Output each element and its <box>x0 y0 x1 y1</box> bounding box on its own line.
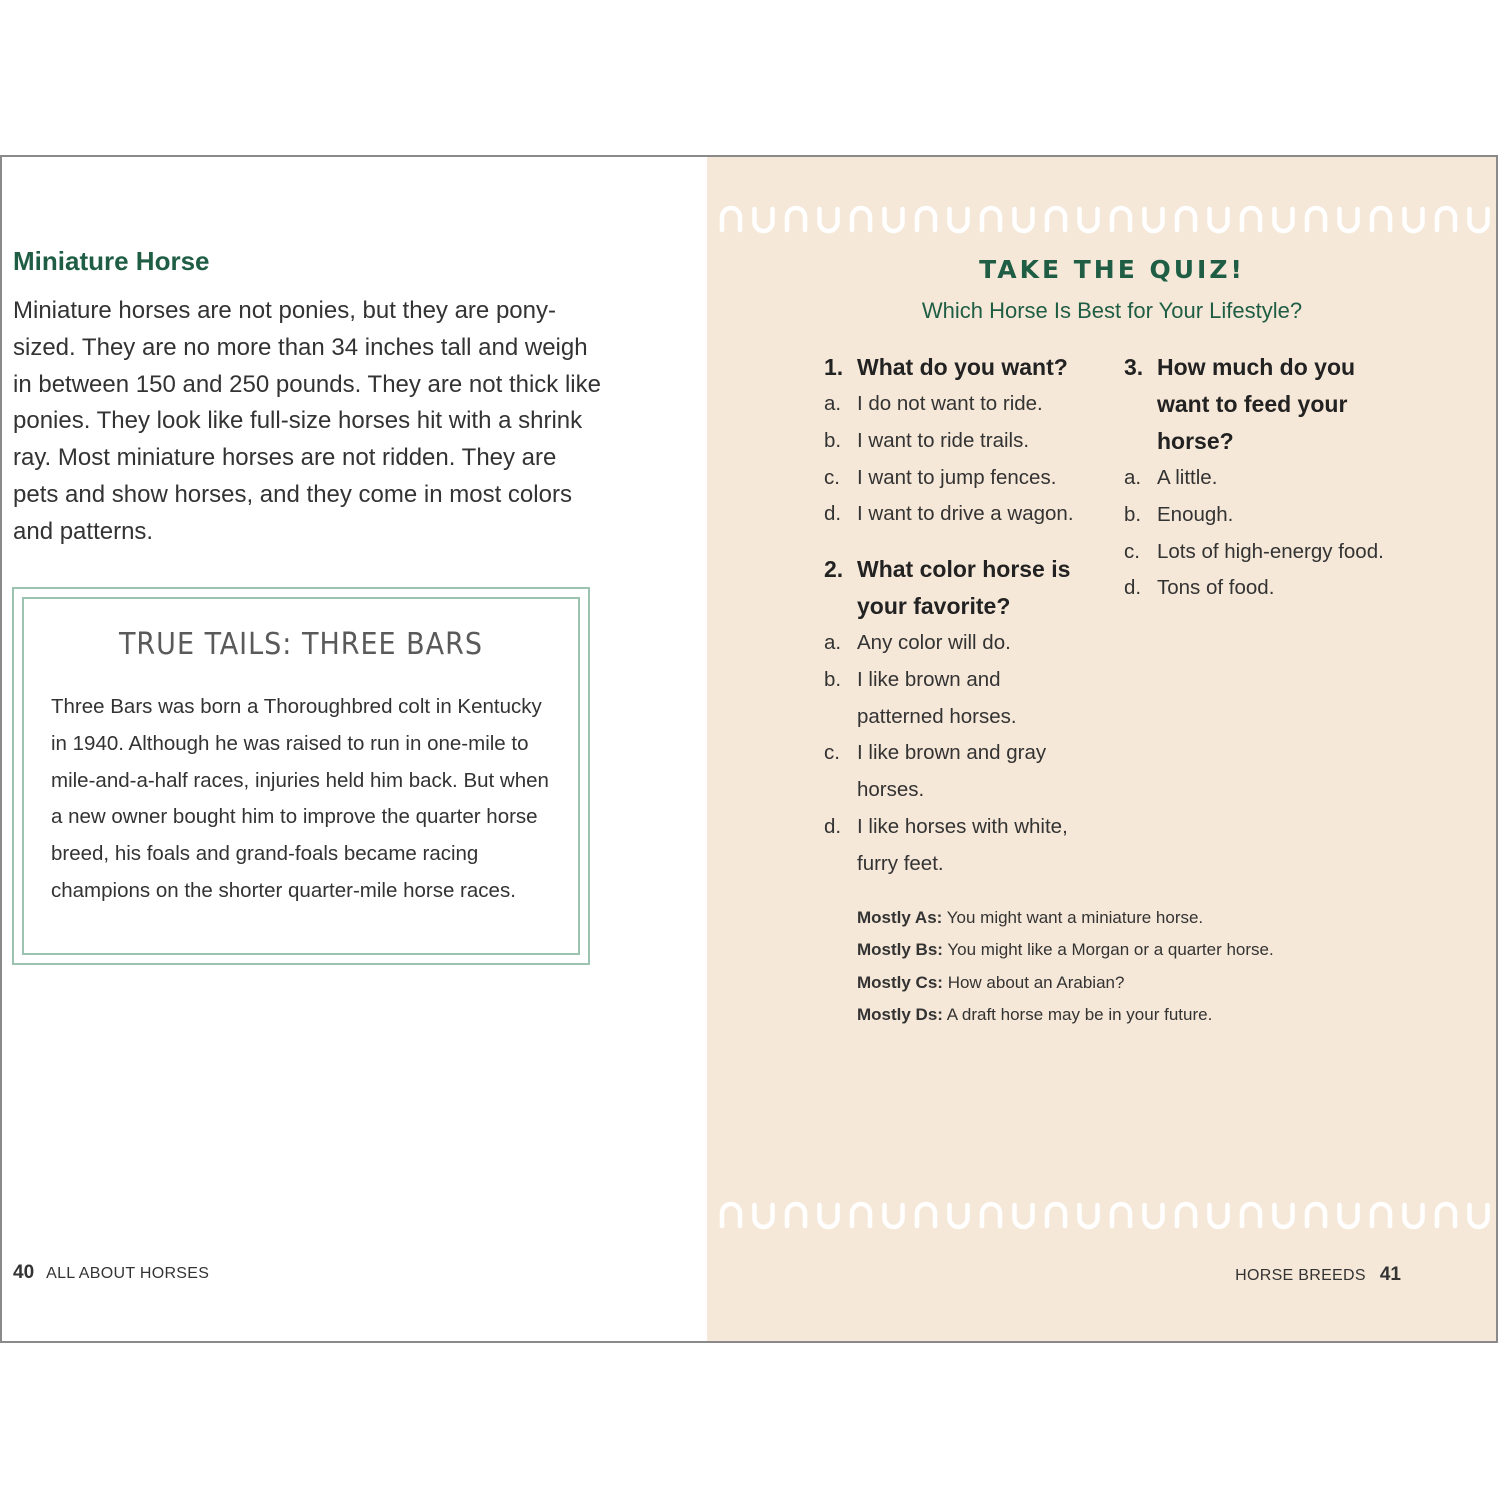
question-heading <box>1124 349 1364 460</box>
question-text: What color horse is your favorite? <box>857 556 1071 619</box>
folio-left <box>13 1262 209 1284</box>
result-label: Mostly Cs: <box>857 972 943 992</box>
page-number: 40 <box>13 1262 35 1283</box>
horseshoe-icon <box>820 1205 838 1227</box>
result-line <box>857 902 1274 934</box>
quiz-question-3 <box>1124 349 1384 607</box>
left-page <box>2 157 707 1341</box>
horseshoe-icon <box>852 1204 870 1226</box>
quiz-question-1 <box>824 349 1104 533</box>
quiz-option <box>1124 460 1364 497</box>
right-page <box>707 157 1496 1341</box>
option-text: I want to drive a wagon. <box>857 502 1074 526</box>
quiz-title: TAKE THE QUIZ! <box>979 255 1245 284</box>
result-label: Mostly Ds: <box>857 1005 943 1025</box>
horseshoe-icon <box>787 208 805 230</box>
question-text: What do you want? <box>857 354 1068 380</box>
result-label: Mostly Bs: <box>857 940 943 960</box>
option-letter: b. <box>824 428 842 452</box>
question-heading <box>824 349 1104 386</box>
horseshoe-icon <box>885 209 903 231</box>
result-text: A draft horse may be in your future. <box>946 1005 1213 1025</box>
quiz-option <box>824 809 1086 883</box>
option-text: I like brown and patterned horses. <box>857 667 1017 728</box>
quiz-option <box>1124 534 1457 571</box>
quiz-option <box>1124 497 1364 534</box>
horseshoe-icon <box>1242 1204 1260 1226</box>
result-line <box>857 967 1274 999</box>
horseshoe-icon <box>1112 208 1130 230</box>
horseshoe-icon <box>1080 1205 1098 1227</box>
result-line <box>857 934 1274 966</box>
option-letter: b. <box>824 667 842 691</box>
horseshoe-icon <box>1275 209 1293 231</box>
horseshoe-icon <box>1015 209 1033 231</box>
horseshoe-icon <box>722 1204 740 1226</box>
result-text: You might like a Morgan or a quarter horse. <box>947 940 1274 960</box>
quiz-option <box>1124 570 1364 607</box>
horseshoe-icon <box>1275 1205 1293 1227</box>
horseshoe-icon <box>1015 1205 1033 1227</box>
quiz-option <box>824 460 1104 497</box>
horseshoe-icon <box>1177 208 1195 230</box>
option-letter: a. <box>824 392 842 415</box>
option-text: A little. <box>1157 466 1218 489</box>
horseshoe-icon <box>1047 208 1065 230</box>
horseshoe-icon <box>1080 209 1098 231</box>
result-text: You might want a miniature horse. <box>946 908 1204 927</box>
horseshoe-icon <box>787 1204 805 1226</box>
result-label: Mostly As: <box>857 908 943 927</box>
horseshoe-icon <box>1307 1204 1325 1226</box>
horseshoe-icon <box>1242 208 1260 230</box>
horseshoe-icon <box>1340 1205 1358 1227</box>
horseshoe-icon <box>1307 208 1325 230</box>
horseshoe-icon <box>982 1204 1000 1226</box>
option-letter: c. <box>824 465 840 489</box>
horseshoe-icon-row <box>715 205 1496 235</box>
option-letter: d. <box>824 814 842 838</box>
section-body: Miniature horses are not ponies, but they are pony-sized. They are no more than 34 inches tall and weigh in between 150 and 250 pounds. They are not thick like ponies. They look like full-size horses hit with a shrink ray. Most miniature horses are not ridden. They are pets and show horses, and they come in most colors and patterns. <box>13 297 601 545</box>
horseshoe-icon <box>1145 209 1163 231</box>
horseshoe-icon <box>1437 1204 1455 1226</box>
option-text: I like brown and gray horses. <box>857 741 1047 802</box>
horseshoe-icon <box>1405 209 1423 231</box>
option-text: I do not want to ride. <box>857 392 1043 415</box>
quiz-option <box>824 735 1086 809</box>
result-text: How about an Arabian? <box>947 972 1125 992</box>
horseshoe-icon <box>755 209 773 231</box>
option-letter: b. <box>1124 502 1142 526</box>
folio-right <box>1235 1264 1401 1286</box>
question-number: 1. <box>824 354 844 380</box>
option-text: Tons of food. <box>1157 576 1275 600</box>
quiz-option <box>824 386 1104 423</box>
horseshoe-border-bottom <box>715 1201 1496 1231</box>
option-text: I like horses with white, furry feet. <box>857 814 1068 875</box>
horseshoe-icon <box>1372 208 1390 230</box>
option-letter: d. <box>824 502 842 526</box>
horseshoe-icon <box>1210 1205 1228 1227</box>
page-number: 41 <box>1379 1264 1401 1285</box>
horseshoe-icon <box>950 209 968 231</box>
horseshoe-icon <box>1470 209 1488 231</box>
section-title: Miniature Horse <box>13 246 210 276</box>
question-heading <box>824 551 1086 625</box>
horseshoe-icon <box>885 1205 903 1227</box>
quiz-results <box>857 902 1274 1032</box>
horseshoe-icon <box>950 1205 968 1227</box>
option-letter: a. <box>1124 466 1142 489</box>
quiz-option <box>824 625 1086 662</box>
horseshoe-icon <box>917 1204 935 1226</box>
quiz-option <box>824 423 1104 460</box>
horseshoe-icon <box>982 208 1000 230</box>
horseshoe-border-top <box>715 205 1496 235</box>
quiz-subtitle: Which Horse Is Best for Your Lifestyle? <box>921 298 1303 323</box>
result-line <box>857 999 1274 1031</box>
horseshoe-icon <box>917 208 935 230</box>
sidebar-body: Three Bars was born a Thoroughbred colt in Kentucky in 1940. Although he was raised to run in one-mile to mile-and-a-half races, injuries held him back. But when a new owner bought him to improve the quarter horse breed, his foals and grand-foals became racing champions on the shorter quarter-mile horse races. <box>51 695 549 902</box>
option-letter: a. <box>824 631 842 654</box>
question-number: 3. <box>1124 354 1144 380</box>
horseshoe-icon <box>1112 1204 1130 1226</box>
horseshoe-icon <box>820 209 838 231</box>
sidebar-inner-frame <box>22 597 580 955</box>
book-spread <box>0 155 1498 1343</box>
horseshoe-icon <box>1437 208 1455 230</box>
option-letter: c. <box>1124 539 1140 563</box>
horseshoe-icon <box>1405 1205 1423 1227</box>
question-text: How much do you want to feed your horse? <box>1157 354 1356 454</box>
option-text: Lots of high-energy food. <box>1157 539 1384 563</box>
question-number: 2. <box>824 556 844 582</box>
horseshoe-icon-row <box>715 1201 1496 1231</box>
horseshoe-icon <box>755 1205 773 1227</box>
horseshoe-icon <box>852 208 870 230</box>
horseshoe-icon <box>1210 209 1228 231</box>
horseshoe-icon <box>1177 1204 1195 1226</box>
option-text: I want to ride trails. <box>857 428 1030 452</box>
true-tails-sidebar <box>12 587 590 965</box>
option-letter: d. <box>1124 576 1142 600</box>
quiz-question-2 <box>824 551 1086 883</box>
horseshoe-icon <box>1470 1205 1488 1227</box>
option-text: Any color will do. <box>857 631 1011 654</box>
running-head: ALL ABOUT HORSES <box>46 1265 210 1282</box>
option-text: I want to jump fences. <box>857 465 1057 489</box>
horseshoe-icon <box>1145 1205 1163 1227</box>
horseshoe-icon <box>1372 1204 1390 1226</box>
option-text: Enough. <box>1157 502 1234 526</box>
running-head: HORSE BREEDS <box>1235 1267 1366 1284</box>
quiz-option <box>824 496 1104 533</box>
horseshoe-icon <box>1047 1204 1065 1226</box>
sidebar-title: TRUE TAILS: THREE BARS <box>118 627 484 662</box>
horseshoe-icon <box>1340 209 1358 231</box>
horseshoe-icon <box>722 208 740 230</box>
quiz-option <box>824 662 1086 736</box>
option-letter: c. <box>824 741 840 765</box>
